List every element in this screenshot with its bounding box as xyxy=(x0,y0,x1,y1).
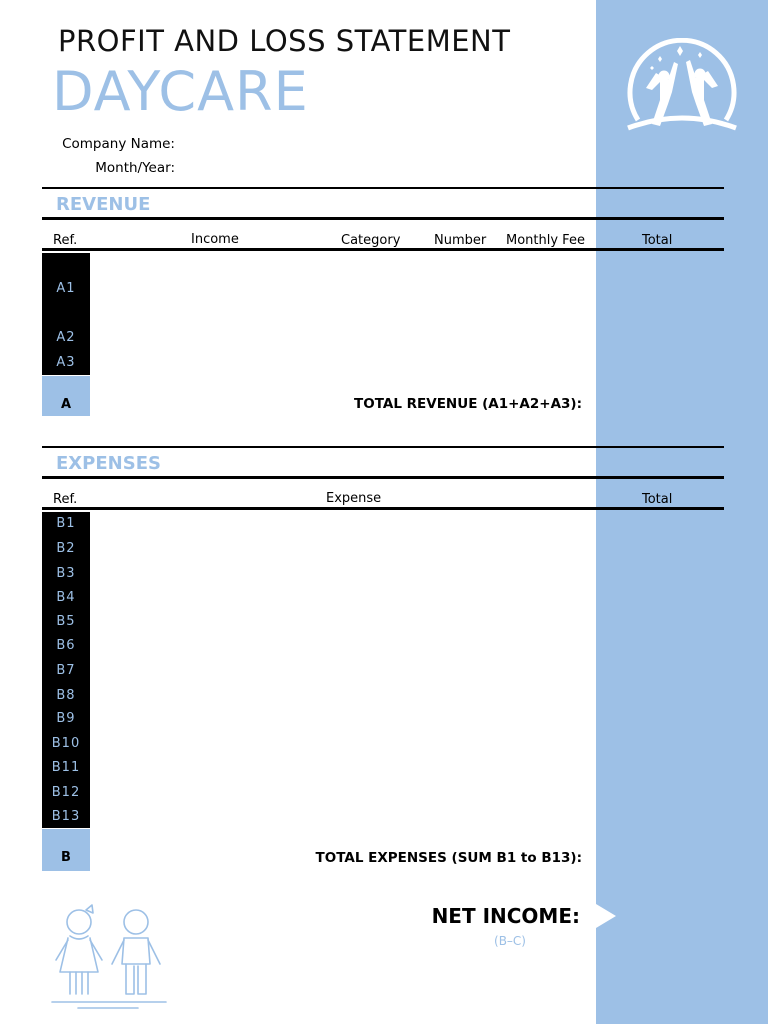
expenses-total-ref: B xyxy=(42,829,90,871)
divider xyxy=(42,217,724,220)
total-revenue-label: TOTAL REVENUE (A1+A2+A3): xyxy=(354,396,582,412)
net-income-formula: (B–C) xyxy=(494,934,526,948)
revenue-ref-cell: A2 xyxy=(56,330,76,345)
expense-ref-cell: B10 xyxy=(51,736,81,751)
month-year-label: Month/Year: xyxy=(95,160,175,176)
brand-name: DAYCARE xyxy=(52,60,309,123)
expense-header: Expense xyxy=(326,491,382,506)
divider xyxy=(42,446,724,448)
divider xyxy=(42,248,724,251)
expense-ref-cell: B8 xyxy=(56,688,76,703)
revenue-total-ref: A xyxy=(42,376,90,416)
number-header: Number xyxy=(434,233,487,248)
expense-ref-cell: B5 xyxy=(56,614,76,629)
page-title: PROFIT AND LOSS STATEMENT xyxy=(58,24,511,58)
expenses-ref-header: Ref. xyxy=(53,492,78,507)
expense-ref-cell: B4 xyxy=(56,590,76,605)
revenue-ref-cell: A1 xyxy=(56,281,76,296)
expenses-total-header: Total xyxy=(642,492,673,507)
expense-ref-cell: B9 xyxy=(56,711,76,726)
expenses-section-title: EXPENSES xyxy=(56,453,161,474)
kids-outline-icon xyxy=(48,902,170,1014)
net-income-pointer xyxy=(596,904,616,928)
expense-ref-cell: B13 xyxy=(51,809,81,824)
category-header: Category xyxy=(341,233,401,248)
children-high-five-logo-icon xyxy=(622,38,742,138)
income-header: Income xyxy=(191,232,239,247)
revenue-total-header: Total xyxy=(642,233,673,248)
total-expenses-label: TOTAL EXPENSES (SUM B1 to B13): xyxy=(315,850,582,866)
revenue-section-title: REVENUE xyxy=(56,194,151,215)
expense-ref-cell: B1 xyxy=(56,516,76,531)
revenue-ref-header: Ref. xyxy=(53,233,78,248)
divider xyxy=(42,476,724,479)
expense-ref-cell: B3 xyxy=(56,566,76,581)
company-name-label: Company Name: xyxy=(62,136,175,152)
divider xyxy=(42,187,724,189)
expense-ref-cell: B6 xyxy=(56,638,76,653)
expense-ref-cell: B12 xyxy=(51,785,81,800)
expense-ref-cell: B11 xyxy=(51,760,81,775)
expense-ref-cell: B7 xyxy=(56,663,76,678)
monthly-fee-header: Monthly Fee xyxy=(506,233,585,248)
expense-ref-cell: B2 xyxy=(56,541,76,556)
net-income-label: NET INCOME: xyxy=(431,904,580,928)
divider xyxy=(42,507,724,510)
side-panel xyxy=(596,0,768,1024)
revenue-ref-cell: A3 xyxy=(56,355,76,370)
